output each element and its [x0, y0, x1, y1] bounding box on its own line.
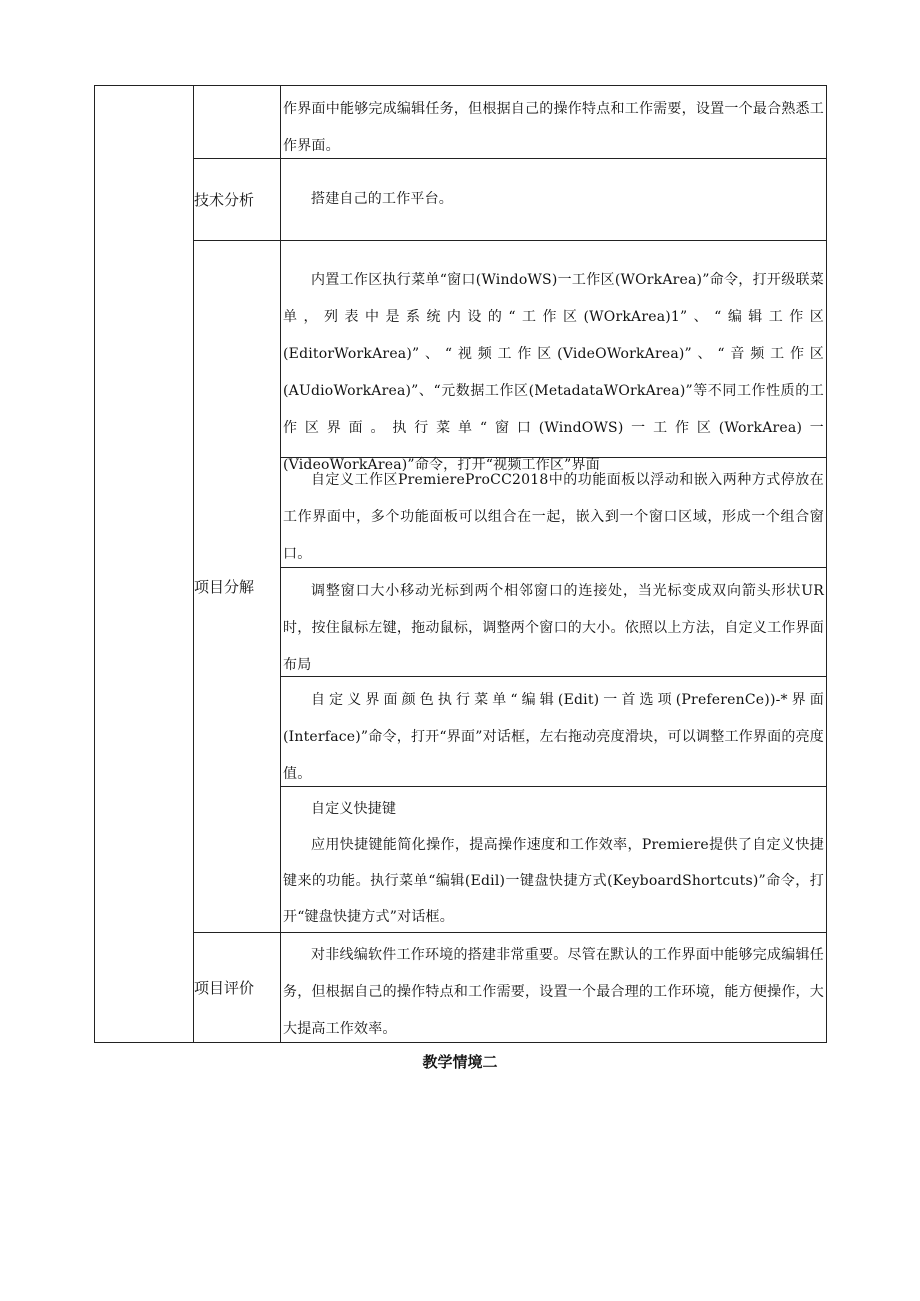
breakdown-cell-builtin-workspace — [283, 262, 824, 484]
row-label-project-breakdown: 项目分解 — [194, 578, 255, 596]
breakdown-cell-custom-colors — [283, 682, 824, 793]
cell-paragraph: 自定义快捷键 — [311, 801, 397, 817]
breakdown-cell-custom-shortcuts — [283, 791, 824, 935]
continuation-cell — [283, 91, 824, 165]
cell-paragraph: 调整窗口大小移动光标到两个相邻窗口的连接处，当光标变成双向箭头形状UR时，按住鼠标左键，拖动鼠标，调整两个窗口的大小。依照以上方法，自定义工作界面布局 — [283, 583, 824, 673]
cell-paragraph: 对非线编软件工作环境的搭建非常重要。尽管在默认的工作界面中能够完成编辑任务，但根据自己的操作特点和工作需要，设置一个最合理的工作环境，能方便操作，大大提高工作效率。 — [283, 947, 824, 1037]
row-label-tech-analysis: 技术分析 — [194, 191, 255, 209]
cell-paragraph: 搭建自己的工作平台。 — [311, 191, 453, 207]
table-top-border — [94, 85, 827, 86]
row-divider — [193, 240, 827, 241]
table-col-divider-2 — [280, 85, 281, 1043]
table-left-border — [94, 85, 95, 1043]
cell-paragraph: 自定义界面颜色执行菜单“编辑(Edit)一首选项(PreferenCe))-*界面(Interface)”命令，打开“界面”对话框，左右拖动亮度滑块，可以调整工作界面的亮度值。 — [283, 692, 824, 782]
cell-paragraph: 应用快捷键能简化操作，提高操作速度和工作效率，Premiere提供了自定义快捷键来的功能。执行菜单“编辑(Edil)一键盘快捷方式(KeyboardShortcuts)”命令，打开“键盘快捷方式”对话框。 — [283, 837, 824, 925]
breakdown-cell-resize-window — [283, 573, 824, 684]
cell-paragraph: 内置工作区执行菜单“窗口(WindoWS)一工作区(WOrkArea)”命令，打开级联菜单，列表中是系统内设的“工作区(WOrkArea)1”、“编辑工作区(EditorWorkArea)”、“视频工作区(VideOWorkArea)”、“音频工作区(AUdioWorkArea)”、“元数据工作区(MetadataWOrkArea)”等不同工作性质的工作区界面。执行菜单“窗口(WindOWS)一工作区(WorkArea)一(VideoWorkArea)”命令，打开“视频工作区”界面 — [283, 272, 824, 473]
breakdown-cell-custom-workspace — [283, 462, 824, 573]
table-col-divider-1 — [193, 85, 194, 1043]
cell-paragraph: 作界面中能够完成编辑任务，但根据自己的操作特点和工作需要，设置一个最合熟悉工作界面。 — [283, 101, 824, 154]
cell-paragraph: 自定义工作区PremiereProCC2018中的功能面板以浮动和嵌入两种方式停放在工作界面中，多个功能面板可以组合在一起，嵌入到一个窗口区域，形成一个组合窗口。 — [283, 472, 824, 562]
tech-analysis-cell — [283, 181, 824, 218]
evaluation-cell — [283, 937, 824, 1048]
row-label-project-evaluation: 项目评价 — [194, 979, 255, 997]
table-right-border — [826, 85, 827, 1043]
section-heading: 教学情境二 — [422, 1053, 498, 1071]
